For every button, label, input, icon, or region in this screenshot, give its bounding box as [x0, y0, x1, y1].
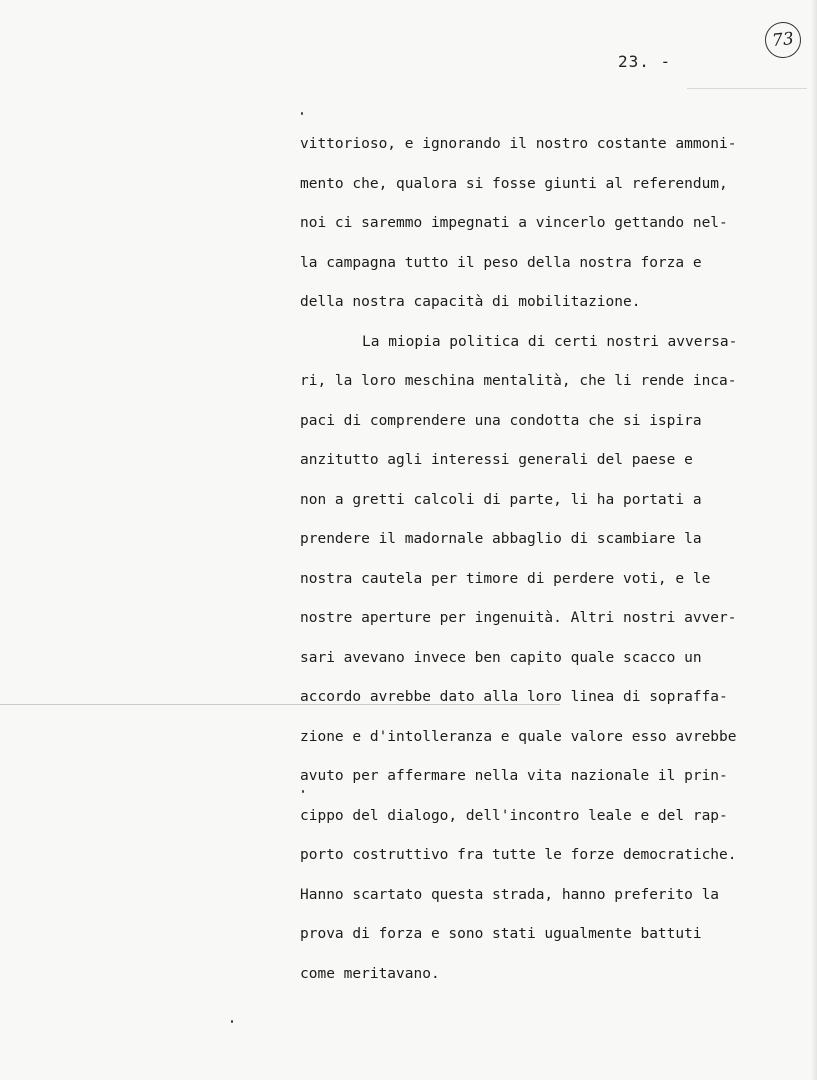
page-number: 23. -: [618, 52, 672, 71]
text-line: nostra cautela per timore di perdere voti, e le: [300, 570, 711, 587]
text-line: nostre aperture per ingenuità. Altri nostri avver-: [300, 610, 737, 626]
text-line: anzitutto agli interessi generali del paese e: [300, 452, 693, 468]
text-line: avuto per affermare nella vita nazionale il prin-: [300, 768, 728, 784]
text-line: come meritavano.: [300, 965, 440, 982]
text-line: della nostra capacità di mobilitazione.: [300, 294, 641, 310]
header-rule: [687, 88, 807, 89]
text-line: sari avevano invece ben capito quale scacco un: [300, 649, 702, 666]
text-line: prendere il madornale abbaglio di scambiare la: [300, 531, 702, 547]
text-line: zione e d'intolleranza e quale valore esso avrebbe: [300, 728, 737, 745]
body-text: [300, 125, 815, 994]
archive-stamp: [763, 20, 803, 60]
stamp-number: 73: [771, 28, 795, 52]
text-line: La miopia politica di certi nostri avversa-: [362, 333, 738, 350]
text-line: vittorioso, e ignorando il nostro costante ammoni-: [300, 136, 737, 152]
text-line: non a gretti calcoli di parte, li ha portati a: [300, 491, 702, 508]
ink-speck: [231, 1020, 233, 1023]
ink-speck: [301, 112, 303, 115]
text-line: la campagna tutto il peso della nostra forza e: [300, 254, 702, 271]
text-line: porto costruttivo fra tutte le forze democratiche.: [300, 847, 737, 863]
text-line: Hanno scartato questa strada, hanno preferito la: [300, 886, 720, 903]
text-line: cippo del dialogo, dell'incontro leale e del rap-: [300, 807, 728, 824]
text-line: ri, la loro meschina mentalità, che li rende inca-: [300, 373, 737, 389]
text-line: accordo avrebbe dato alla loro linea di sopraffa-: [300, 689, 728, 705]
text-line: prova di forza e sono stati ugualmente battuti: [300, 926, 702, 942]
text-line: paci di comprendere una condotta che si ispira: [300, 412, 702, 429]
text-line: mento che, qualora si fosse giunti al referendum,: [300, 175, 728, 192]
text-line: noi ci saremmo impegnati a vincerlo gettando nel-: [300, 215, 728, 231]
